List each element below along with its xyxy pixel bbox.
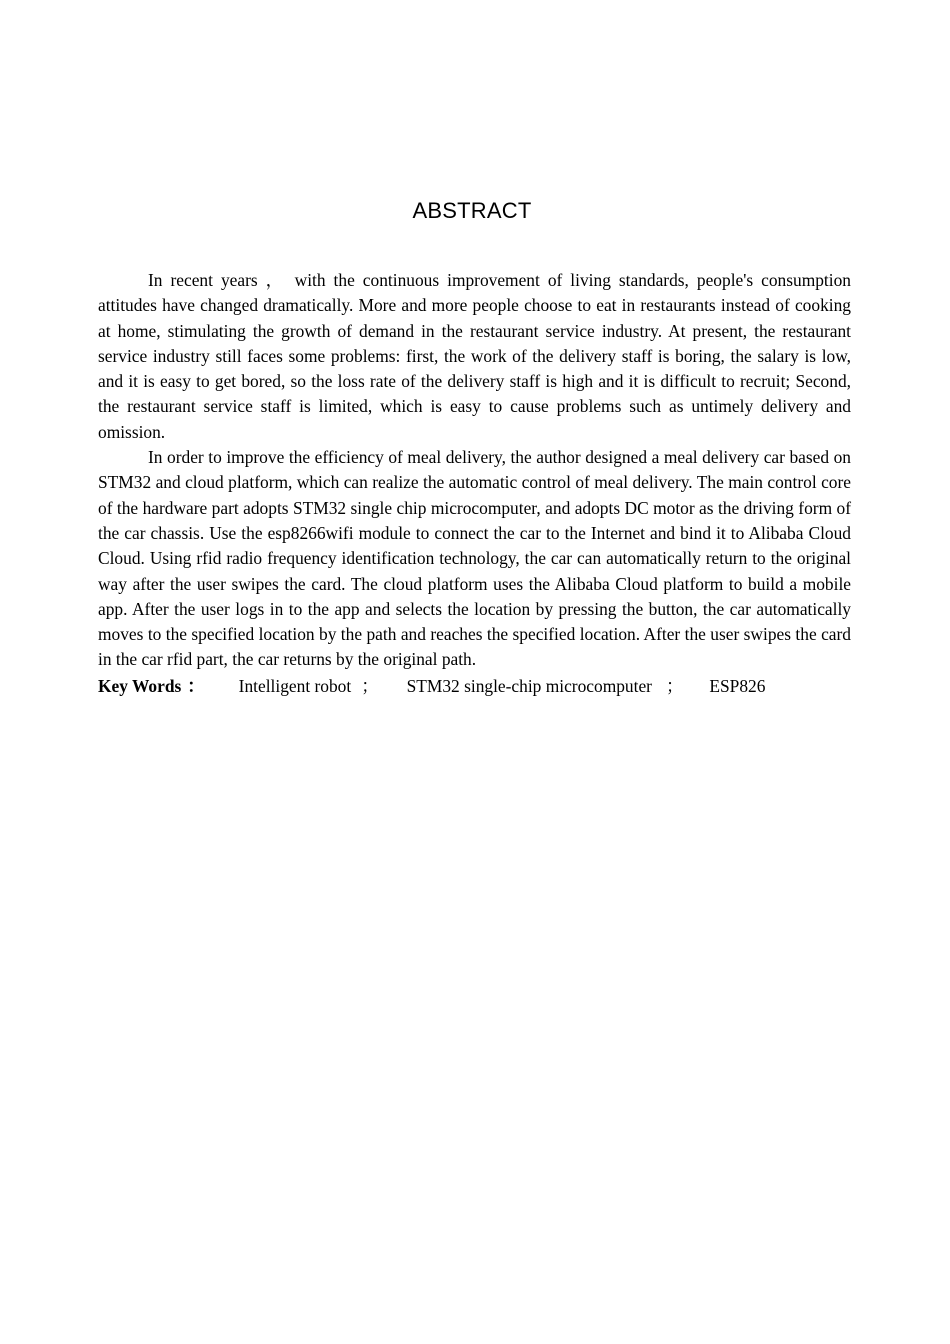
keywords-line [98,674,851,699]
keywords-colon: ： [187,675,205,696]
keyword-item: ESP826 [709,675,766,696]
page-title: ABSTRACT [412,198,532,223]
keywords-label: Key Words [98,675,182,696]
keyword-item: STM32 single-chip microcomputer [406,675,652,696]
keyword-separator: ； [665,675,684,696]
keyword-item: Intelligent robot [238,675,352,696]
abstract-paragraph-2: In order to improve the efficiency of meal delivery, the author designed a meal delivery car based on STM32 and cloud platform, which can realize the automatic control of meal delivery. The main control core of the hardware part adopts STM32 single chip microcomputer, and adopts DC motor as the driving form of the car chassis. Use the esp8266wifi module to connect the car to the Internet and bind it to Alibaba Cloud Cloud. Using rfid radio frequency identification technology, the car can automatically return to the original way after the user swipes the card. The cloud platform uses the Alibaba Cloud platform to build a mobile app. After the user logs in to the app and selects the location by pressing the button, the car automatically moves to the specified location by the path and reaches the specified location. After the user swipes the card in the car rfid part, the car returns by the original path. [98,447,851,670]
abstract-paragraph-1: In recent years ， with the continuous improvement of living standards, people's consumption attitudes have changed dramatically. More and more people choose to eat in restaurants instead of cooking at home, stimulating the growth of demand in the restaurant service industry. At present, the restaurant service industry still faces some problems: first, the work of the delivery staff is boring, the salary is low, and it is easy to get bored, so the loss rate of the delivery staff is high and it is difficult to recruit; Second, the restaurant service staff is limited, which is easy to cause problems such as untimely delivery and omission. [98,270,851,442]
keyword-separator: ； [361,675,379,696]
abstract-body [98,268,851,699]
